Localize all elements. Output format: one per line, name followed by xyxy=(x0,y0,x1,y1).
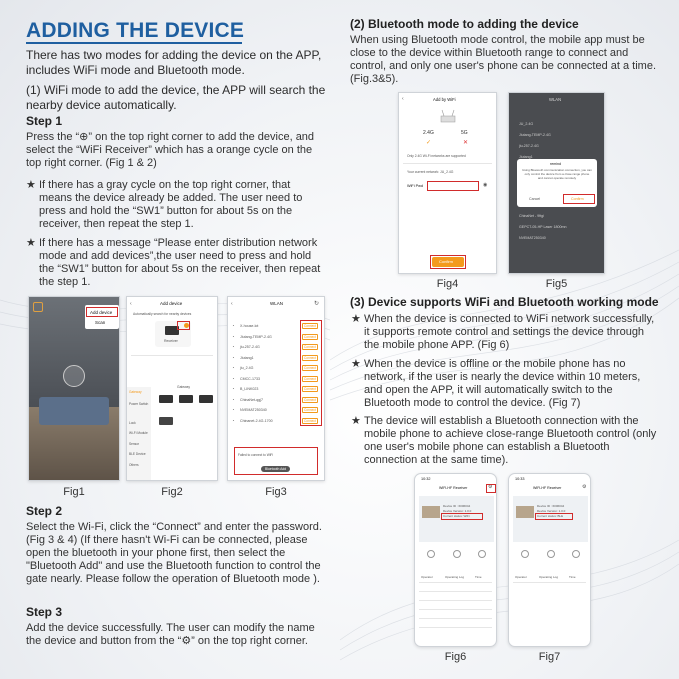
connect-button[interactable]: Connect xyxy=(304,387,316,391)
wifi-icon: ◔ xyxy=(232,354,235,360)
control-button-icon[interactable] xyxy=(572,550,580,558)
fig3-network-name: CMCC-1733 xyxy=(240,376,260,381)
star-icon: ★ xyxy=(351,313,361,325)
fig5-confirm-highlight xyxy=(563,194,595,204)
fig5-network-name: ChinaNet - 9ftgi xyxy=(519,214,544,218)
cross-icon: ✕ xyxy=(463,140,469,146)
fig1-menu-add[interactable]: Add device xyxy=(90,310,113,315)
fig2-sidebar-item-1[interactable]: Power Switch xyxy=(129,402,149,406)
fig5-confirm-button[interactable]: Confirm xyxy=(571,197,584,201)
fig1-wall-clock xyxy=(63,365,85,387)
fig5-cancel-button[interactable]: Cancel xyxy=(529,197,541,201)
fig7-col-operator: Operator xyxy=(515,575,527,579)
fig5-network-name: JU_2.4G xyxy=(519,122,534,126)
step3-text: Add the device successfully. The user can modify the name the device and button from the “⚙” on the top right corner. xyxy=(26,622,315,647)
fig1-menu-scan[interactable]: Scan xyxy=(95,320,106,325)
step2-text: Select the Wi-Fi, click the “Connect” and enter the password. (Fig 3 & 4) (If there hasn't Wi-Fi can be connected, please open the bluetooth in your phone first, then select the "Bluetooth Add" and use the Bluetooth function to control the gate nearly. Please follow the operation of Bluetooth mode ). xyxy=(26,521,322,585)
fig3-network-name: Chinanet-2.4G-1700 xyxy=(240,418,273,423)
back-arrow-icon[interactable]: ‹ xyxy=(402,96,404,102)
wifi-bt-bullet-1 xyxy=(351,313,661,352)
eye-icon[interactable]: ◉ xyxy=(483,182,488,188)
star-icon: ★ xyxy=(26,237,36,249)
intro-text: There has two modes for adding the device on the APP, includes WiFi mode and Bluetooth mode. xyxy=(26,48,322,77)
fig4-title: Add by WiFi xyxy=(433,97,456,102)
fig3-network-name: Jiutang-TEMP-2.4G xyxy=(240,334,272,339)
wifi-bluetooth-heading: (3) Device supports WiFi and Bluetooth working mode xyxy=(350,295,659,309)
fig4-current-network: Your current network: JU_2.4G xyxy=(407,170,454,174)
fig5-network-name: NVEMAT250340 xyxy=(519,236,546,240)
fig1-popup-menu xyxy=(85,305,119,329)
wifi-bt-bullet-2 xyxy=(351,358,661,410)
fig5-dialog-title: remind xyxy=(550,162,561,166)
fig6-col-operator: Operator xyxy=(421,575,433,579)
divider xyxy=(419,591,492,592)
divider xyxy=(419,627,492,628)
fig3-label: Fig3 xyxy=(265,486,287,498)
home-icon xyxy=(33,302,43,312)
fig1-sofa xyxy=(39,397,109,425)
fig4-band-a: 2.4G xyxy=(423,130,434,136)
divider xyxy=(513,582,586,583)
refresh-icon[interactable]: ↻ xyxy=(314,301,320,307)
star-icon: ★ xyxy=(26,179,36,191)
fig6-screenshot xyxy=(414,473,497,647)
bluetooth-add-button[interactable]: Bluetooth Add xyxy=(261,466,290,472)
fig6-col-log: Operating Log xyxy=(445,575,465,579)
wifi-password-field[interactable] xyxy=(427,181,479,191)
fig5-network-name: Jiutang1 xyxy=(519,155,533,159)
fig5-network-row[interactable] xyxy=(509,141,605,151)
fig6-version: Device Version: 1.0.0 xyxy=(443,509,472,513)
fig3-network-name: Jiutang1 xyxy=(240,355,254,360)
fig3-title: WLAN xyxy=(270,301,284,306)
divider xyxy=(419,600,492,601)
fig7-device-panel xyxy=(513,496,588,542)
fig6-gear-highlight xyxy=(486,484,496,493)
step3-heading: Step 3 xyxy=(26,605,63,619)
fig3-screenshot xyxy=(227,296,325,481)
wifi-icon: ◔ xyxy=(232,365,235,370)
fig5-network-row[interactable] xyxy=(509,130,605,140)
fig5-network-row[interactable] xyxy=(509,119,605,129)
gate-icon xyxy=(516,506,534,518)
star-icon: ★ xyxy=(351,358,361,370)
wifi-bt-bullet-1-text: When the device is connected to WiFi network successfully, it supports remote control and settings the device through the mobile phone APP. (Fig 6) xyxy=(364,313,655,351)
router-icon xyxy=(439,109,457,123)
wifi-bt-bullet-3 xyxy=(351,415,661,467)
step1-bullet-2 xyxy=(26,237,326,289)
fig2-sidebar-item-2[interactable]: Lock xyxy=(129,421,136,425)
connect-button[interactable]: Connect xyxy=(304,376,316,381)
fig7-title: WiFi-HF Receiver xyxy=(533,486,562,490)
wifi-icon: ◔ xyxy=(232,375,235,381)
connect-button[interactable]: Connect xyxy=(304,366,316,370)
control-button-icon[interactable] xyxy=(453,550,461,558)
wifi-icon: ◔ xyxy=(232,386,235,391)
step1-bullet-1 xyxy=(26,179,326,231)
fig5-network-name: jiu-257-2.4G xyxy=(519,144,539,148)
fig3-network-name: jiu-257-2.4G xyxy=(240,345,260,349)
wifi-bt-bullet-2-text: When the device is offline or the mobile phone has no network, if the user is nearly the device within 10 meters, and open the APP, it will automatically switch to the Bluetooth mode to control the device. (Fig 7) xyxy=(364,358,641,409)
star-icon: ★ xyxy=(351,415,361,427)
fig3-connect-highlight xyxy=(300,320,322,426)
step1-bullet-1-text: If there has a gray cycle on the top right corner, that means the device already be added. The user need to press and hold the “SW1” button for about 5s on the receiver, then repeat the step 1. xyxy=(39,179,303,230)
connect-button[interactable]: Connect xyxy=(304,334,316,339)
fig7-version: Device Version: 1.0.0 xyxy=(537,509,566,513)
connect-button[interactable]: Connect xyxy=(304,408,316,412)
fig1-label: Fig1 xyxy=(63,486,85,498)
gateway-device-icon[interactable] xyxy=(199,395,213,403)
title-underline xyxy=(26,42,242,44)
divider xyxy=(131,355,213,356)
fig3-network-name: B_LINK023 xyxy=(240,387,259,391)
fig4-hint: Only 2.4G Wi-Fi networks are supported xyxy=(407,154,466,158)
fig5-remind-dialog xyxy=(517,159,597,207)
bluetooth-mode-text: When using Bluetooth mode control, the mobile app must be close to the device within Bluetooth range to connect and control, and only one user's phone can be connected at a time.(Fig.3&5). xyxy=(350,34,657,85)
fig7-col-log: Operating Log xyxy=(539,575,559,579)
step1-bullet-2-text: If there has a message “Please enter distribution network mode and add devices”,the user need to press and hold the “SW1” button for about 5s on the receiver, then repeat the step 1. xyxy=(39,237,321,288)
fig7-col-time: Time xyxy=(569,575,576,579)
step2-heading: Step 2 xyxy=(26,504,63,518)
fig6-status-highlight xyxy=(441,513,483,520)
fig2-sidebar-item-0[interactable]: Gateway xyxy=(129,390,142,394)
step1-text: Press the “⊕” on the top right corner to add the device, and select the “WiFi Receiver” which has a orange cycle on the top right corner. (Fig 1 & 2) xyxy=(26,131,315,169)
fig5-screenshot xyxy=(508,92,605,274)
page-title: ADDING THE DEVICE xyxy=(26,19,245,42)
wifi-icon: ◔ xyxy=(232,323,235,328)
fig2-sidebar-item-6[interactable]: Others xyxy=(129,463,139,467)
fig2-hint: Automatically search for nearby devices xyxy=(133,312,192,316)
fig2-title: Add device xyxy=(160,301,183,306)
wifi-icon: ◔ xyxy=(232,344,235,349)
fig4-screenshot xyxy=(398,92,497,274)
step1-heading: Step 1 xyxy=(26,114,63,128)
fig5-network-row[interactable] xyxy=(509,211,605,221)
fig6-col-time: Time xyxy=(475,575,482,579)
fig2-cycle-highlight xyxy=(177,321,190,330)
gate-icon xyxy=(422,506,440,518)
connect-button[interactable]: Connect xyxy=(304,355,316,360)
fig7-label: Fig7 xyxy=(538,651,561,663)
fig2-sidebar-item-5[interactable]: BLE Device xyxy=(129,452,146,456)
fig4-confirm-highlight xyxy=(430,255,466,269)
fig4-password-label: WiFi Pwd xyxy=(407,184,424,188)
fig6-device-id: Device ID : 6006044 xyxy=(443,504,471,508)
gateway-device-icon[interactable] xyxy=(159,417,173,425)
back-arrow-icon[interactable]: ‹ xyxy=(130,301,132,307)
wifi-icon: ◔ xyxy=(232,417,235,423)
wifi-bt-bullet-3-text: The device will establish a Bluetooth connection with the mobile phone to achieve close-range Bluetooth control (only one user's mobile phone can establish a Bluetooth connection at the same time). xyxy=(364,415,657,466)
fig2-device-card[interactable] xyxy=(155,321,191,347)
gear-icon[interactable]: ⚙ xyxy=(488,484,493,490)
wifi-icon: ◔ xyxy=(232,396,235,402)
wifi-icon: ◔ xyxy=(232,407,235,412)
bluetooth-mode-heading: (2) Bluetooth mode to adding the device xyxy=(350,17,579,31)
fig3-network-name: ChinaNet-qgj7 xyxy=(240,397,263,402)
control-button-icon[interactable] xyxy=(427,550,435,558)
control-button-icon[interactable] xyxy=(547,550,555,558)
gear-icon[interactable]: ⚙ xyxy=(582,484,587,490)
fig7-device-id: Device ID : 6006044 xyxy=(537,504,565,508)
divider xyxy=(419,618,492,619)
fig5-network-name: Jiutang-TEMP-2.4G xyxy=(519,133,551,137)
fig1-screenshot xyxy=(28,296,120,481)
divider xyxy=(403,163,492,164)
back-arrow-icon[interactable]: ‹ xyxy=(231,301,233,307)
control-button-icon[interactable] xyxy=(478,550,486,558)
fig2-device-label: Receiver xyxy=(164,339,178,343)
fig2-sidebar xyxy=(127,387,151,481)
fig5-title: WLAN xyxy=(549,97,562,102)
wifi-icon: ◔ xyxy=(232,333,235,339)
fig3-notice: Failed to connect to WiFi xyxy=(238,453,274,457)
fig2-label: Fig2 xyxy=(161,486,183,498)
fig5-network-name: GEPCT-05-HP Laser 1800mn xyxy=(519,225,567,229)
fig7-screenshot xyxy=(508,473,591,647)
fig6-label: Fig6 xyxy=(444,651,467,663)
gateway-device-icon[interactable] xyxy=(179,395,193,403)
gateway-device-icon[interactable] xyxy=(159,395,173,403)
fig2-sidebar-item-3[interactable]: Wi-Fi Module xyxy=(129,431,148,435)
fig4-band-b: 5G xyxy=(461,130,468,136)
fig6-status: Current status: WiFi xyxy=(443,514,470,518)
fig6-title: WiFi-HF Receiver xyxy=(439,486,468,490)
fig6-time: 10:32 xyxy=(421,477,431,481)
fig3-network-name: X-house-lot xyxy=(240,324,259,328)
fig3-network-name: NVEMAT250340 xyxy=(240,408,267,412)
fig2-sidebar-item-4[interactable]: Sensor xyxy=(129,442,140,446)
fig2-category-label: Gateway xyxy=(177,385,191,389)
fig3-network-name: jiu_2.4G xyxy=(240,366,254,370)
fig7-time: 10:33 xyxy=(515,477,525,481)
fig5-dialog-text: Using Bluetooth communication connection, you can only control the device from a close range phone and cannot operate remotely xyxy=(522,168,592,180)
fig5-network-row[interactable] xyxy=(509,222,605,232)
connect-button[interactable]: Connect xyxy=(304,324,316,328)
fig4-confirm-label: Confirm xyxy=(439,259,454,264)
check-icon: ✓ xyxy=(426,140,432,146)
connect-button[interactable]: Connect xyxy=(304,397,316,402)
control-button-icon[interactable] xyxy=(521,550,529,558)
fig7-status: Current status: BLE xyxy=(537,514,564,518)
fig4-label: Fig4 xyxy=(436,278,459,290)
fig5-network-row[interactable] xyxy=(509,233,605,243)
fig5-label: Fig5 xyxy=(545,278,568,290)
divider xyxy=(419,609,492,610)
fig6-device-panel xyxy=(419,496,494,542)
wifi-mode-heading: (1) WiFi mode to add the device, the APP will search the nearby device automatically. xyxy=(26,83,326,112)
divider xyxy=(419,582,492,583)
fig7-status-highlight xyxy=(535,513,573,520)
connect-button[interactable]: Connect xyxy=(304,418,316,423)
fig2-screenshot xyxy=(126,296,218,481)
connect-button[interactable]: Connect xyxy=(304,345,316,349)
